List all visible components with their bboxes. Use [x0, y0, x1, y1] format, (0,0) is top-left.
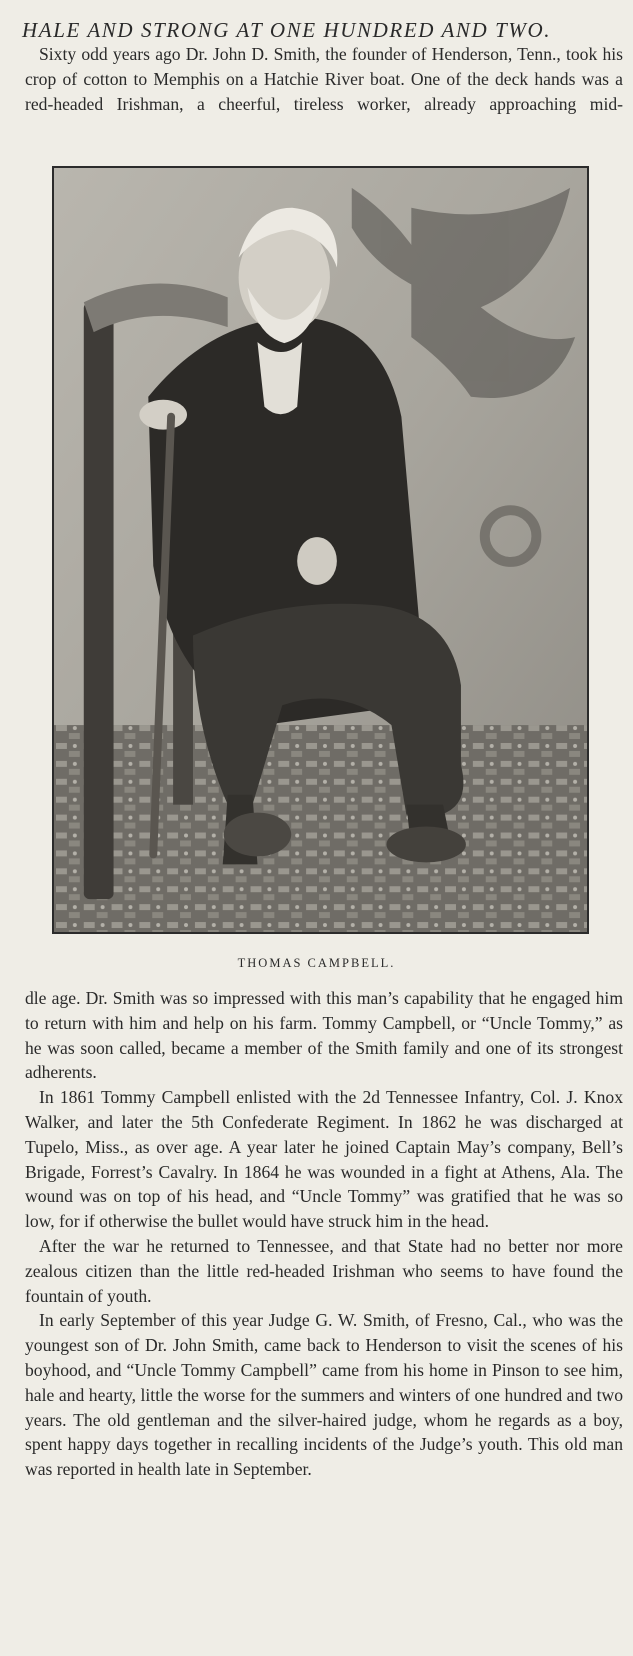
portrait-illustration — [54, 168, 587, 932]
body-column — [25, 986, 623, 1482]
portrait-photo — [52, 166, 589, 934]
continuation-paragraph: dle age. Dr. Smith was so impressed with this man’s capability that he engaged him to return with him and help on his farm. Tommy Campbell, or “Uncle Tommy,” as he was soon called, became a member of the Smith family and one of its strongest adherents. — [25, 988, 623, 1083]
intro-column — [25, 42, 623, 116]
intro-paragraph: Sixty odd years ago Dr. John D. Smith, the founder of Henderson, Tenn., took his crop of cotton to Memphis on a Hatchie River boat. One of the deck hands was a red-headed Irishman, a cheerful, tireless worker, already approaching mid- — [25, 44, 623, 114]
photo-caption: THOMAS CAMPBELL. — [237, 956, 396, 970]
september-visit-paragraph: In early September of this year Judge G. W. Smith, of Fresno, Cal., who was the youngest son of Dr. John Smith, came back to Henderson to visit the scenes of his boyhood, and “Uncle Tommy Campbell” came from his home in Pinson to see him, hale and hearty, little the worse for the summers and winters of one hundred and two years. The old gentleman and the silver-haired judge, whom he regards as a boy, spent happy days together in recalling incidents of the Judge’s youth. This old man was reported in health late in September. — [25, 1310, 623, 1480]
article-title: HALE AND STRONG AT ONE HUNDRED AND TWO. — [22, 18, 552, 42]
patterned-floor — [54, 725, 587, 932]
military-service-paragraph: In 1861 Tommy Campbell enlisted with the 2d Tennessee Infantry, Col. J. Knox Walker, and later the 5th Confederate Regiment. In 1862 he was discharged at Tupelo, Miss., as over age. A year later he joined Captain May’s company, Bell’s Brigade, Forrest’s Cavalry. In 1864 he was wounded in a fight at Athens, Ala. The wound was on top of his head, and “Uncle Tommy” was gratified that he was so low, for if otherwise the bullet would have struck him in the head. — [25, 1087, 623, 1232]
after-war-paragraph: After the war he returned to Tennessee, and that State had no better nor more zealous citizen than the little red-headed Irishman who seems to have found the fountain of youth. — [25, 1235, 623, 1306]
